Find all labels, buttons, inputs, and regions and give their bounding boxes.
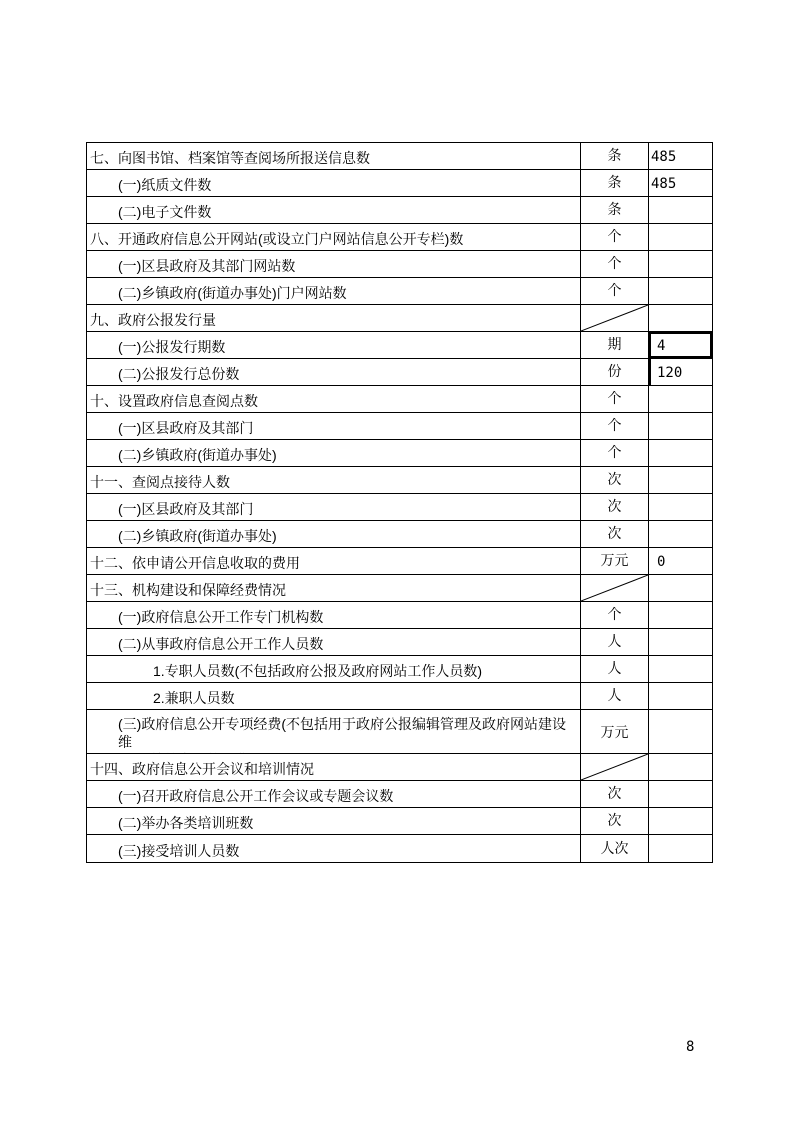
- row-label: (一)政府信息公开工作专门机构数: [118, 609, 324, 625]
- unit-cell: [580, 835, 648, 862]
- table-row: [87, 602, 712, 629]
- row-label-cell: [87, 754, 580, 780]
- unit-cell: [580, 521, 648, 547]
- row-label: 七、向图书馆、档案馆等查阅场所报送信息数: [90, 150, 370, 166]
- unit-cell: [580, 494, 648, 520]
- value-cell[interactable]: [648, 710, 712, 753]
- unit-cell: [580, 440, 648, 466]
- value-cell[interactable]: [648, 629, 712, 655]
- value-cell[interactable]: [648, 305, 712, 331]
- row-label: (二)乡镇政府(街道办事处)门户网站数: [118, 285, 347, 301]
- row-label: (一)纸质文件数: [118, 177, 212, 193]
- row-label: (二)公报发行总份数: [118, 366, 240, 382]
- value-cell[interactable]: [648, 440, 712, 466]
- table-row: [87, 197, 712, 224]
- unit-label: 个: [607, 282, 622, 298]
- unit-cell: [580, 656, 648, 682]
- table-row: [87, 170, 712, 197]
- unit-cell: [580, 359, 648, 385]
- value-cell[interactable]: [648, 143, 712, 169]
- table-row: [87, 467, 712, 494]
- unit-cell: [580, 781, 648, 807]
- unit-cell: [580, 386, 648, 412]
- value-cell[interactable]: [648, 359, 712, 385]
- value-cell[interactable]: [648, 413, 712, 439]
- unit-label: 个: [607, 606, 622, 622]
- table-row: [87, 835, 712, 862]
- row-label-cell: [87, 359, 580, 385]
- row-label-cell: [87, 781, 580, 807]
- row-label-cell: [87, 521, 580, 547]
- table-row: [87, 359, 712, 386]
- unit-label: 人: [607, 687, 622, 703]
- row-label-cell: [87, 575, 580, 601]
- unit-cell: [580, 602, 648, 628]
- value-cell[interactable]: [648, 754, 712, 780]
- unit-label: 次: [607, 525, 622, 541]
- unit-label: 个: [607, 417, 622, 433]
- row-label: 十四、政府信息公开会议和培训情况: [90, 761, 314, 777]
- row-label-cell: [87, 710, 580, 753]
- table-row: [87, 278, 712, 305]
- unit-label: 份: [607, 363, 622, 379]
- unit-cell: [580, 548, 648, 574]
- unit-label: 个: [607, 228, 622, 244]
- unit-cell: [580, 197, 648, 223]
- table-row: [87, 224, 712, 251]
- unit-cell: [580, 467, 648, 493]
- value-cell[interactable]: [648, 467, 712, 493]
- row-label-cell: [87, 386, 580, 412]
- row-label: (一)区县政府及其部门网站数: [118, 258, 296, 274]
- row-label: 九、政府公报发行量: [90, 312, 216, 328]
- table-row: [87, 521, 712, 548]
- diagonal-slash: [581, 575, 648, 601]
- value-text: 4: [657, 338, 666, 354]
- row-label: (二)举办各类培训班数: [118, 815, 254, 831]
- unit-cell: [580, 808, 648, 834]
- row-label: (一)区县政府及其部门: [118, 420, 254, 436]
- unit-label: 个: [607, 444, 622, 460]
- row-label-cell: [87, 440, 580, 466]
- unit-label: 人: [607, 633, 622, 649]
- unit-cell: [580, 754, 648, 780]
- value-cell[interactable]: [648, 548, 712, 574]
- unit-label: 万元: [600, 552, 629, 568]
- table-row: [87, 575, 712, 602]
- value-text: 0: [657, 554, 666, 570]
- unit-label: 人: [607, 660, 622, 676]
- row-label-cell: [87, 683, 580, 709]
- unit-label: 次: [607, 471, 622, 487]
- unit-cell: [580, 629, 648, 655]
- diagonal-slash: [581, 305, 648, 331]
- row-label-cell: [87, 251, 580, 277]
- unit-label: 次: [607, 785, 622, 801]
- row-label-cell: [87, 413, 580, 439]
- row-label-cell: [87, 224, 580, 250]
- row-label: 2.兼职人员数: [153, 690, 235, 706]
- unit-cell: [580, 278, 648, 304]
- value-cell[interactable]: [648, 278, 712, 304]
- table-row: [87, 754, 712, 781]
- unit-cell: [580, 332, 648, 358]
- unit-label: 个: [607, 255, 622, 271]
- value-cell[interactable]: [648, 251, 712, 277]
- value-cell[interactable]: [648, 808, 712, 834]
- unit-cell: [580, 710, 648, 753]
- report-table: [86, 142, 713, 863]
- row-label: 1.专职人员数(不包括政府公报及政府网站工作人员数): [153, 663, 482, 679]
- row-label-cell: [87, 494, 580, 520]
- value-text: 120: [657, 365, 683, 381]
- row-label-cell: [87, 170, 580, 196]
- row-label-cell: [87, 467, 580, 493]
- page-number: 8: [686, 1039, 695, 1055]
- row-label-cell: [87, 629, 580, 655]
- unit-cell: [580, 170, 648, 196]
- value-cell[interactable]: [648, 386, 712, 412]
- table-row: [87, 143, 712, 170]
- unit-cell: [580, 143, 648, 169]
- value-cell[interactable]: [648, 494, 712, 520]
- row-label: (一)公报发行期数: [118, 339, 226, 355]
- table-row: [87, 494, 712, 521]
- value-cell[interactable]: [648, 781, 712, 807]
- table-row: [87, 656, 712, 683]
- row-label-continued: [118, 751, 578, 753]
- unit-label: 条: [607, 201, 622, 217]
- unit-label: 万元: [600, 723, 629, 740]
- value-cell[interactable]: [648, 521, 712, 547]
- unit-cell: [580, 251, 648, 277]
- table-row: [87, 440, 712, 467]
- unit-label: 条: [607, 147, 622, 163]
- unit-label: 个: [607, 390, 622, 406]
- unit-label: 次: [607, 498, 622, 514]
- unit-cell: [580, 305, 648, 331]
- row-label-cell: [87, 602, 580, 628]
- row-label: 十一、查阅点接待人数: [90, 474, 230, 490]
- value-cell[interactable]: [648, 197, 712, 223]
- table-row: [87, 251, 712, 278]
- value-cell[interactable]: [648, 170, 712, 196]
- value-cell[interactable]: [648, 602, 712, 628]
- unit-label: 期: [607, 336, 622, 352]
- unit-cell: [580, 575, 648, 601]
- row-label: 十、设置政府信息查阅点数: [90, 393, 258, 409]
- row-label: 十三、机构建设和保障经费情况: [90, 582, 286, 598]
- row-label-cell: [87, 835, 580, 862]
- value-cell[interactable]: [648, 835, 712, 862]
- unit-label: 人次: [600, 840, 629, 856]
- row-label-cell: [87, 808, 580, 834]
- table-row: [87, 683, 712, 710]
- row-label-cell: [87, 332, 580, 358]
- row-label: (二)乡镇政府(街道办事处): [118, 528, 277, 544]
- row-label-cell: [87, 143, 580, 169]
- table-row: [87, 386, 712, 413]
- row-label: (二)电子文件数: [118, 204, 212, 220]
- row-label: 八、开通政府信息公开网站(或设立门户网站信息公开专栏)数: [90, 231, 464, 247]
- table-row: [87, 305, 712, 332]
- value-text: 485: [651, 149, 677, 165]
- table-row: [87, 413, 712, 440]
- unit-cell: [580, 224, 648, 250]
- row-label: (二)乡镇政府(街道办事处): [118, 447, 277, 463]
- row-label: (一)区县政府及其部门: [118, 501, 254, 517]
- value-cell[interactable]: [648, 332, 712, 358]
- table-row: [87, 629, 712, 656]
- unit-label: 条: [607, 174, 622, 190]
- table-row: [87, 548, 712, 575]
- row-label: (三)接受培训人员数: [118, 843, 240, 859]
- row-label-cell: [87, 197, 580, 223]
- table-row: [87, 710, 712, 754]
- table-row: [87, 332, 712, 359]
- value-cell[interactable]: [648, 575, 712, 601]
- row-label: (一)召开政府信息公开工作会议或专题会议数: [118, 788, 394, 804]
- table-row: [87, 781, 712, 808]
- row-label-cell: [87, 548, 580, 574]
- table-row: [87, 808, 712, 835]
- row-label: (二)从事政府信息公开工作人员数: [118, 636, 324, 652]
- unit-cell: [580, 683, 648, 709]
- row-label: 十二、依申请公开信息收取的费用: [90, 555, 300, 571]
- row-label: (三)政府信息公开专项经费(不包括用于政府公报编辑管理及政府网站建设维: [118, 716, 566, 750]
- row-label-cell: [87, 278, 580, 304]
- value-cell[interactable]: [648, 683, 712, 709]
- row-label-cell: [87, 305, 580, 331]
- row-label-cell: [87, 656, 580, 682]
- diagonal-slash: [581, 754, 648, 780]
- value-cell[interactable]: [648, 656, 712, 682]
- value-text: 485: [651, 176, 677, 192]
- unit-cell: [580, 413, 648, 439]
- unit-label: 次: [607, 812, 622, 828]
- value-cell[interactable]: [648, 224, 712, 250]
